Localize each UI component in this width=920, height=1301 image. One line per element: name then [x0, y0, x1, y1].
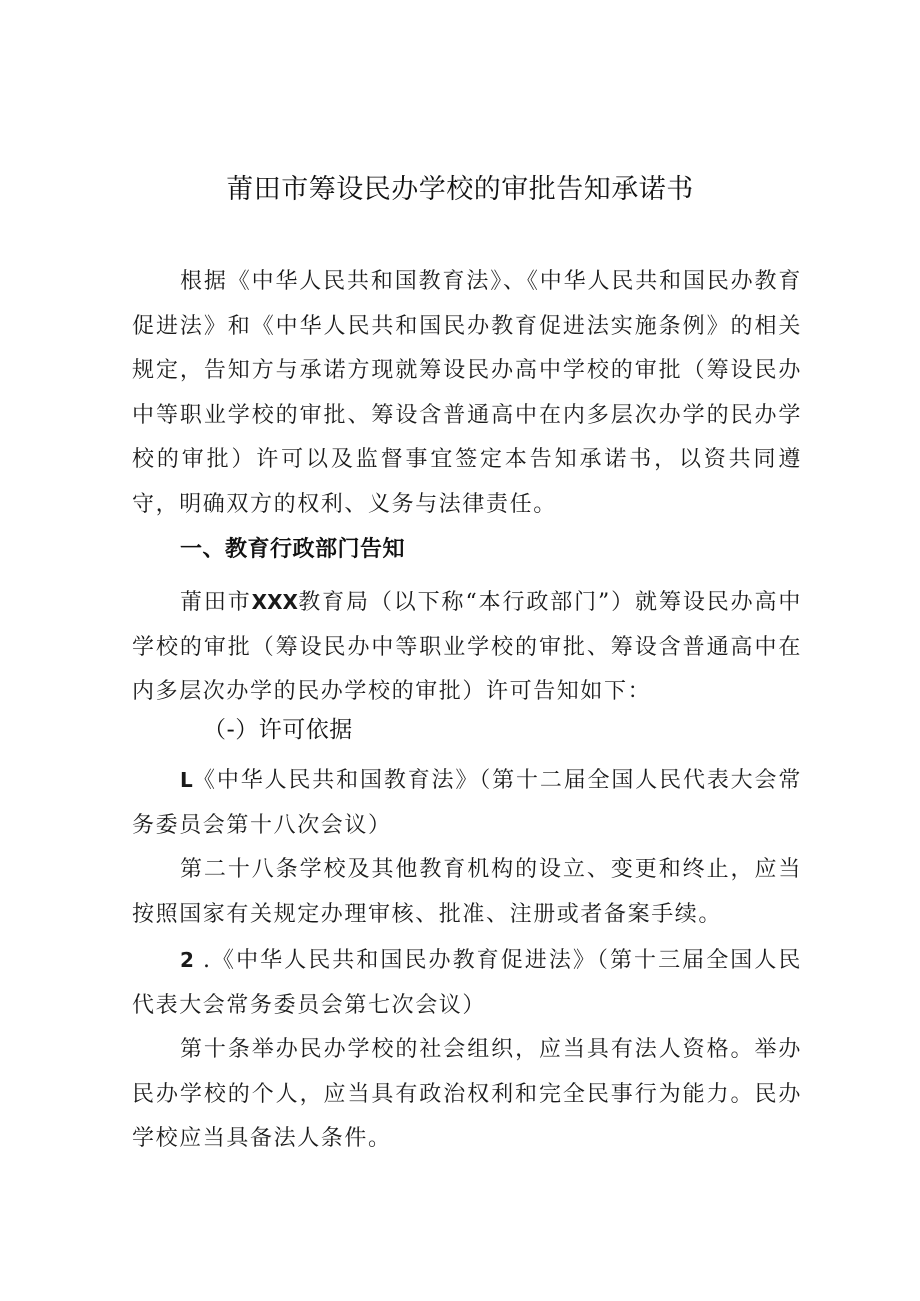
notice-prefix: 莆田市 [180, 590, 252, 615]
intro-paragraph [132, 260, 802, 527]
article28-paragraph [132, 848, 802, 937]
notice-rest: 教育局（以下称“本行政部门”）就筹设民办高中学校的审批（筹设民办中等职业学校的审批、筹设含普通高中在内多层次办学的民办学校的审批）许可告知如下： [132, 590, 802, 704]
law1-title: 《中华人民共和国教育法》（第十二届全国人民代表大会常务委员会第十八次会议） [132, 768, 802, 838]
article10-text: 第十条举办民办学校的社会组织，应当具有法人资格。举办民办学校的个人，应当具有政治权利和完全民事行为能力。民办学校应当具备法人条件。 [132, 1037, 802, 1151]
intro-text: 根据《中华人民共和国教育法》、《中华人民共和国民办教育促进法》和《中华人民共和国民办教育促进法实施条例》的相关规定，告知方与承诺方现就筹设民办高中学校的审批（筹设民办中等职业学校的审批、筹设含普通高中在内多层次办学的民办学校的审批）许可以及监督事宜签定本告知承诺书，以资共同遵守，明确双方的权利、义务与法律责任。 [132, 269, 802, 517]
law2-text [132, 938, 802, 1028]
document-title: 莆田市筹设民办学校的审批告知承诺书 [226, 174, 694, 205]
law1-text [132, 758, 802, 848]
law1-paragraph [132, 758, 802, 848]
article28-text: 第二十八条学校及其他教育机构的设立、变更和终止，应当按照国家有关规定办理审核、批准、注册或者备案手续。 [132, 857, 802, 927]
law1-marker: L [180, 768, 193, 792]
law2-title: .《中华人民共和国民办教育促进法》（第十三届全国人民代表大会常务委员会第七次会议） [132, 948, 802, 1018]
subsection-heading-basis: （-）许可依据 [203, 717, 353, 743]
notice-bureau-placeholder: XXX [251, 590, 298, 614]
article10-paragraph [132, 1028, 802, 1162]
notice-paragraph [132, 580, 802, 715]
law2-marker: 2 [180, 948, 194, 972]
section-heading-notice: 一、教育行政部门告知 [180, 537, 406, 562]
law2-paragraph [132, 938, 802, 1028]
notice-text [132, 580, 802, 715]
